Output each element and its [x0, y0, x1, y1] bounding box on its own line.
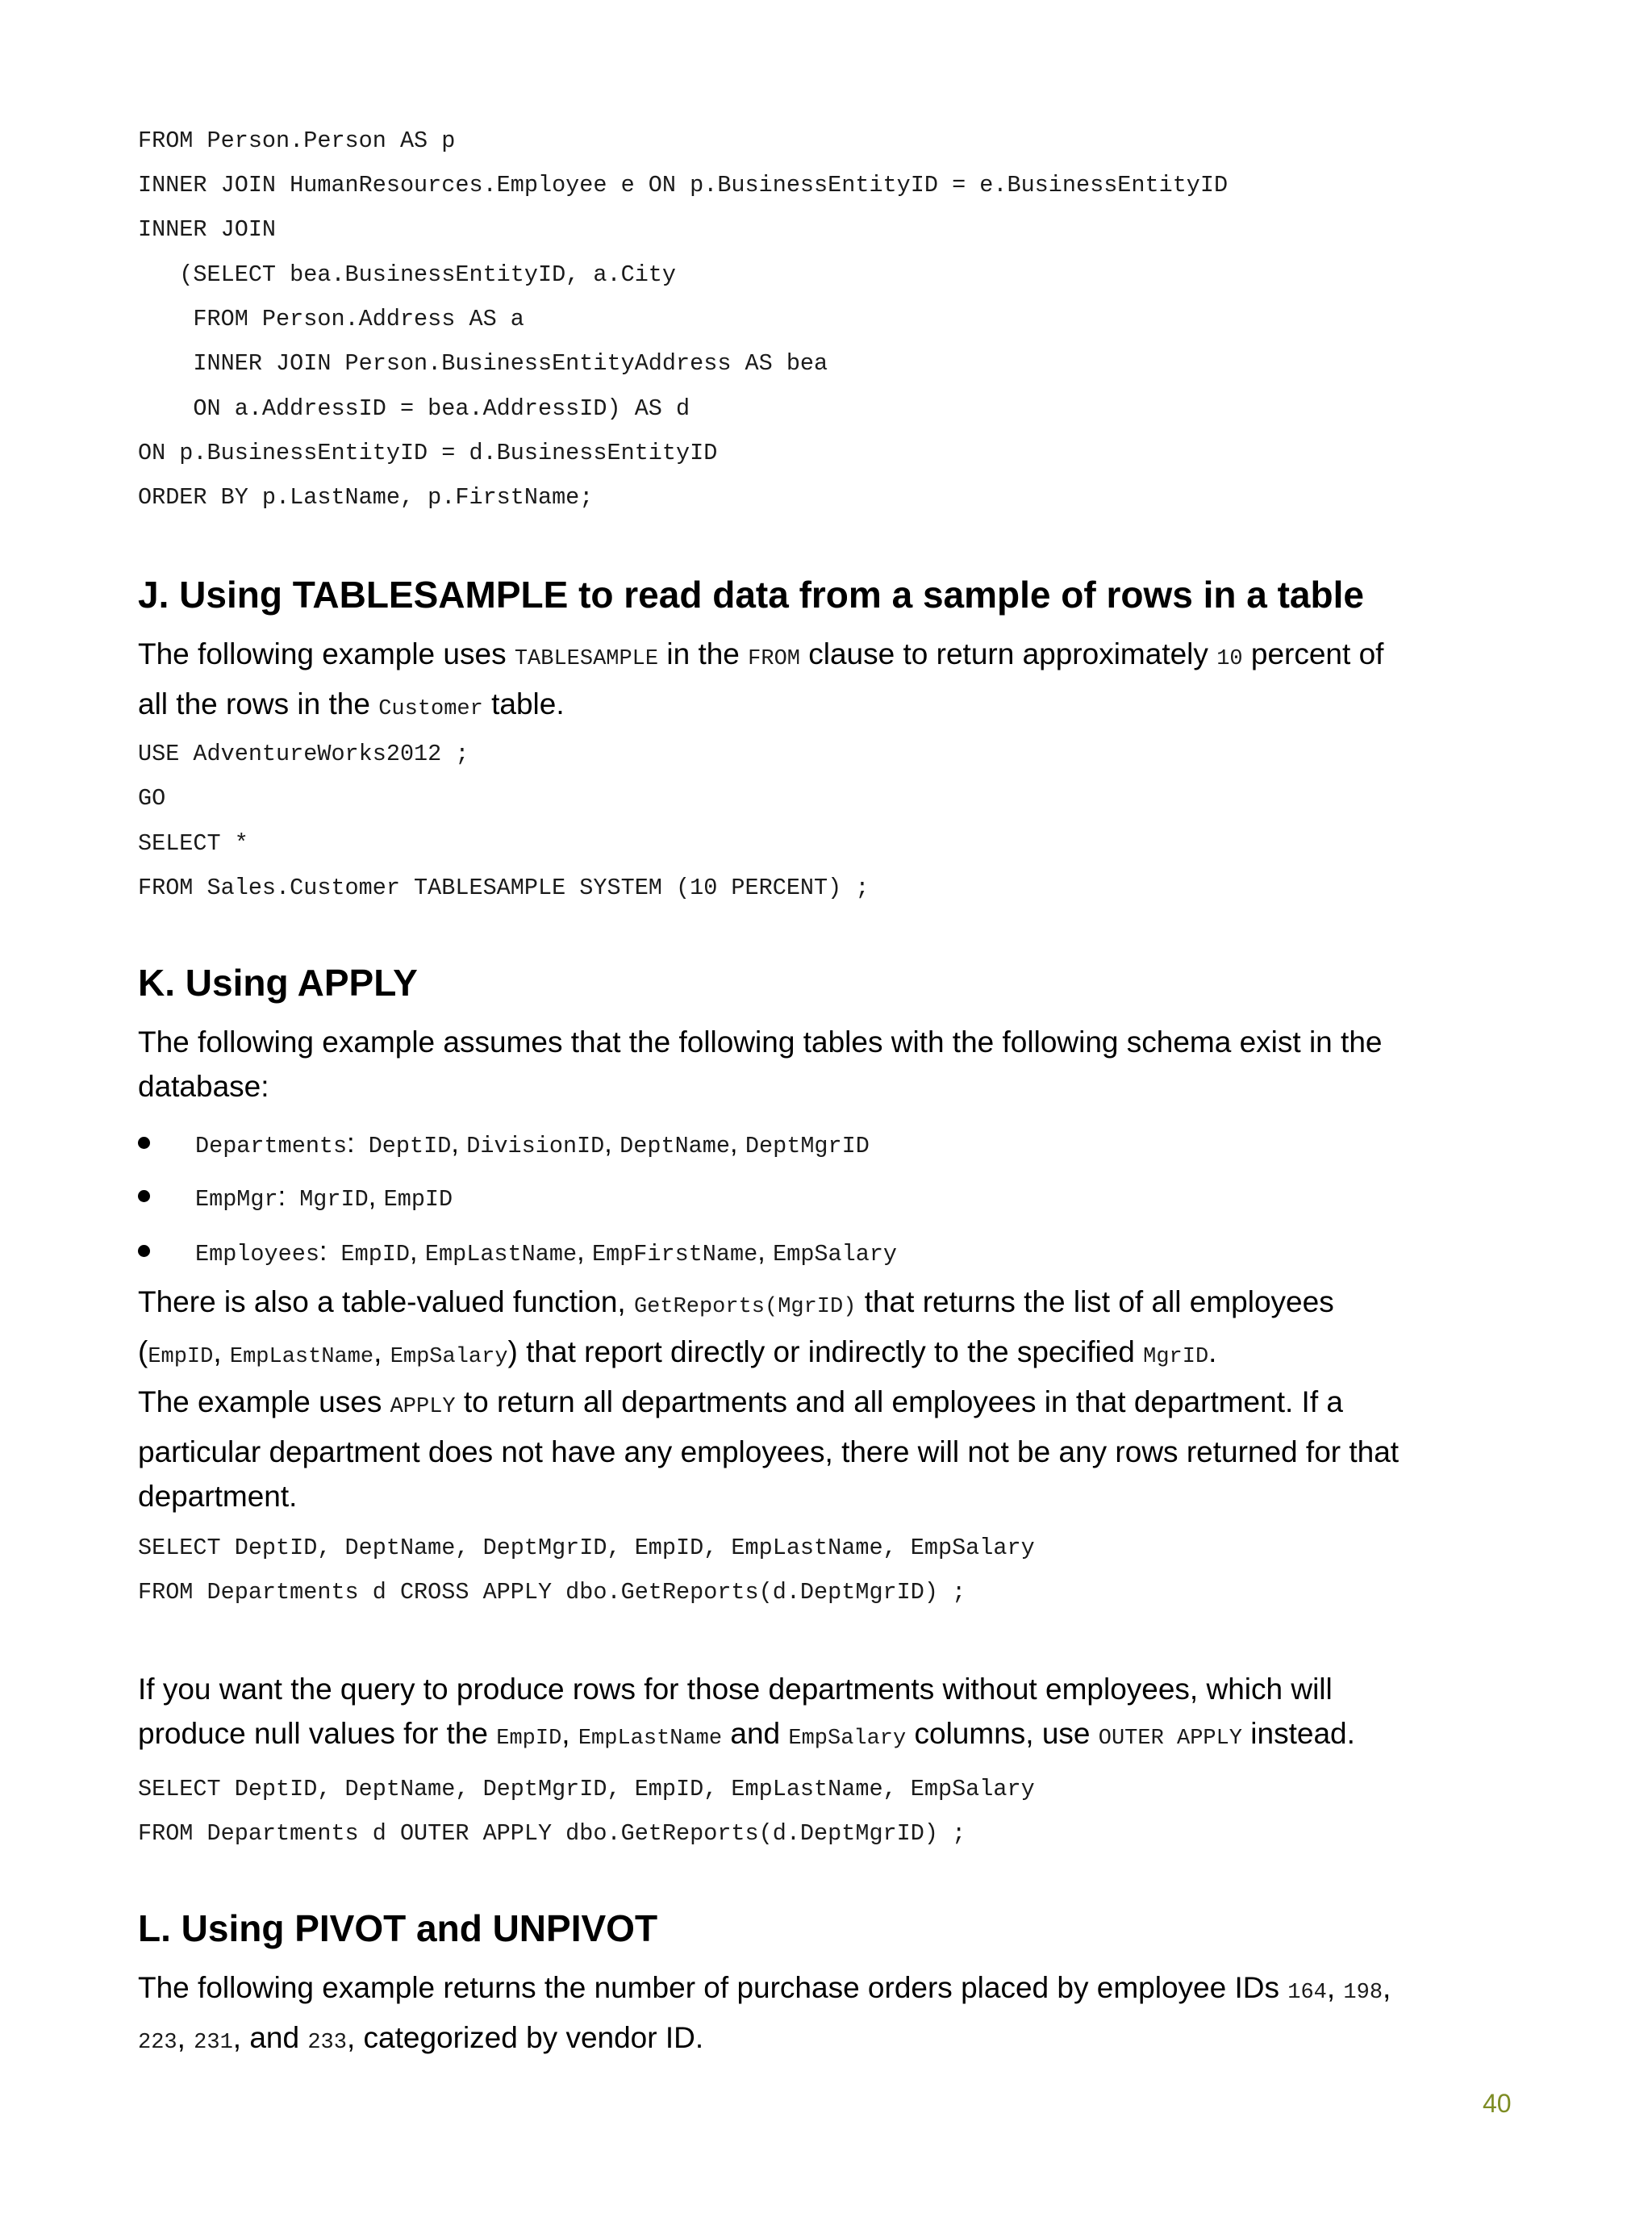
text: , and — [232, 2021, 308, 2054]
code-line: INNER JOIN HumanResources.Employee e ON p.BusinessEntityID = e.BusinessEntityID — [138, 172, 1229, 198]
paragraph-line: If you want the query to produce rows for those departments without employees, which will — [138, 1673, 1333, 1706]
code-line: INNER JOIN — [138, 216, 277, 243]
code-line: ON p.BusinessEntityID = d.BusinessEntityID — [138, 440, 718, 466]
code-line: SELECT * — [138, 830, 248, 857]
text: : — [347, 1128, 355, 1159]
section-l-paragraph — [138, 1965, 1509, 2065]
text: , — [410, 1236, 425, 1267]
paragraph-line: particular department does not have any employees, there will not be any rows returned for that — [138, 1435, 1400, 1468]
code-line: FROM Person.Person AS p — [138, 127, 456, 154]
page-number: 40 — [1483, 2089, 1512, 2118]
paragraph-line — [138, 2015, 1509, 2065]
text: columns, use — [906, 1717, 1099, 1750]
text: ( — [138, 1335, 148, 1368]
column-name: EmpID — [340, 1241, 411, 1268]
section-k-intro — [138, 1020, 1509, 1109]
text: , — [604, 1128, 620, 1159]
code-line: ON a.AddressID = bea.AddressID) AS d — [138, 395, 690, 422]
inline-code: 233 — [307, 2031, 347, 2055]
section-k-apply-paragraph — [138, 1380, 1509, 1518]
text: , — [213, 1335, 230, 1368]
text: The following example returns the number of purchase orders placed by employee IDs — [138, 1971, 1288, 2004]
list-item-text — [195, 1180, 453, 1216]
text: : — [277, 1181, 286, 1212]
text: ) that report directly or indirectly to the specified — [507, 1335, 1144, 1368]
text: , — [730, 1128, 745, 1159]
column-name: EmpSalary — [773, 1241, 898, 1268]
text: that returns the list of all employees — [856, 1285, 1334, 1318]
bullet-icon — [138, 1190, 150, 1202]
inline-code: 231 — [194, 2031, 233, 2055]
code-line: GO — [138, 785, 166, 812]
paragraph-line — [138, 1330, 1509, 1380]
inline-code: EmpSalary — [788, 1727, 907, 1751]
text: and — [722, 1717, 789, 1750]
paragraph-line — [138, 1965, 1509, 2015]
section-j-heading: J. Using TABLESAMPLE to read data from a sample of rows in a table — [138, 574, 1364, 616]
text: : — [319, 1236, 327, 1267]
text: , — [451, 1128, 467, 1159]
section-k-function-paragraph — [138, 1280, 1509, 1380]
paragraph-line: The following example assumes that the following tables with the following schema exist in the — [138, 1025, 1383, 1059]
list-item-text — [195, 1235, 897, 1271]
text: , — [757, 1236, 774, 1267]
column-name: DeptID — [368, 1133, 452, 1159]
list-item-text — [195, 1127, 870, 1163]
inline-code: OUTER APPLY — [1098, 1727, 1243, 1751]
paragraph-line: database: — [138, 1070, 269, 1103]
inline-code: TABLESAMPLE — [514, 647, 659, 671]
text: instead. — [1242, 1717, 1355, 1750]
text: clause to return approximately — [799, 637, 1217, 670]
code-line: FROM Sales.Customer TABLESAMPLE SYSTEM (10 PERCENT) ; — [138, 875, 870, 901]
code-line: SELECT DeptID, DeptName, DeptMgrID, EmpID, EmpLastName, EmpSalary — [138, 1776, 1035, 1802]
column-name: DeptName — [620, 1133, 730, 1159]
paragraph-line — [138, 632, 1509, 682]
text: , — [177, 2021, 194, 2054]
text: in the — [658, 637, 749, 670]
column-name: DivisionID — [466, 1133, 605, 1159]
inline-code: 198 — [1343, 1981, 1383, 2005]
column-name: MgrID — [299, 1186, 369, 1213]
inline-code: GetReports(MgrID) — [633, 1295, 857, 1319]
code-line: (SELECT bea.BusinessEntityID, a.City — [138, 261, 677, 288]
code-line: FROM Departments d CROSS APPLY dbo.GetReports(d.DeptMgrID) ; — [138, 1579, 966, 1606]
text: to return all departments and all employees in that department. If a — [455, 1385, 1343, 1418]
text: , — [1326, 1971, 1344, 2004]
inline-code: EmpLastName — [578, 1727, 723, 1751]
code-line: USE AdventureWorks2012 ; — [138, 741, 469, 767]
text: table. — [482, 687, 565, 720]
text: The example uses — [138, 1385, 390, 1418]
code-line: INNER JOIN Person.BusinessEntityAddress AS bea — [138, 350, 828, 377]
column-name: DeptMgrID — [745, 1133, 870, 1159]
paragraph-line: department. — [138, 1480, 298, 1513]
text: produce null values for the — [138, 1717, 497, 1750]
inline-code: 164 — [1287, 1981, 1327, 2005]
section-k-outer-apply-paragraph — [138, 1667, 1509, 1761]
text: , — [561, 1717, 578, 1750]
code-line: FROM Departments d OUTER APPLY dbo.GetReports(d.DeptMgrID) ; — [138, 1820, 966, 1847]
bullet-icon — [138, 1137, 150, 1149]
text: , categorized by vendor ID. — [346, 2021, 704, 2054]
text: , — [577, 1236, 592, 1267]
paragraph-line — [138, 1711, 1509, 1761]
column-name: EmpID — [383, 1186, 453, 1213]
text: percent of — [1242, 637, 1384, 670]
inline-code: EmpID — [496, 1727, 562, 1751]
text: , — [368, 1181, 384, 1212]
column-name: EmpFirstName — [591, 1241, 758, 1268]
section-l-heading: L. Using PIVOT and UNPIVOT — [138, 1907, 658, 1949]
bullet-icon — [138, 1245, 150, 1257]
inline-code: APPLY — [390, 1395, 456, 1419]
text: , — [373, 1335, 390, 1368]
paragraph-line — [138, 1380, 1509, 1430]
table-name: Departments — [195, 1133, 348, 1159]
text: , — [1383, 1971, 1391, 2004]
text: . — [1208, 1335, 1217, 1368]
inline-code: EmpLastName — [229, 1345, 374, 1369]
paragraph-line — [138, 682, 1509, 732]
section-k-heading: K. Using APPLY — [138, 962, 418, 1004]
inline-code: EmpSalary — [390, 1345, 508, 1369]
inline-code: Customer — [378, 697, 483, 721]
code-line: ORDER BY p.LastName, p.FirstName; — [138, 484, 594, 511]
paragraph-line — [138, 1280, 1509, 1330]
code-line: SELECT DeptID, DeptName, DeptMgrID, EmpID, EmpLastName, EmpSalary — [138, 1535, 1035, 1561]
inline-code: 223 — [138, 2031, 177, 2055]
code-line: FROM Person.Address AS a — [138, 306, 524, 332]
table-name: EmpMgr — [195, 1186, 278, 1213]
inline-code: MgrID — [1143, 1345, 1209, 1369]
column-name: EmpLastName — [424, 1241, 578, 1268]
text: There is also a table-valued function, — [138, 1285, 634, 1318]
table-name: Employees — [195, 1241, 319, 1268]
inline-code: EmpID — [148, 1345, 214, 1369]
inline-code: 10 — [1216, 647, 1243, 671]
text: all the rows in the — [138, 687, 379, 720]
inline-code: FROM — [748, 647, 800, 671]
section-j-paragraph — [138, 632, 1509, 732]
text: The following example uses — [138, 637, 515, 670]
